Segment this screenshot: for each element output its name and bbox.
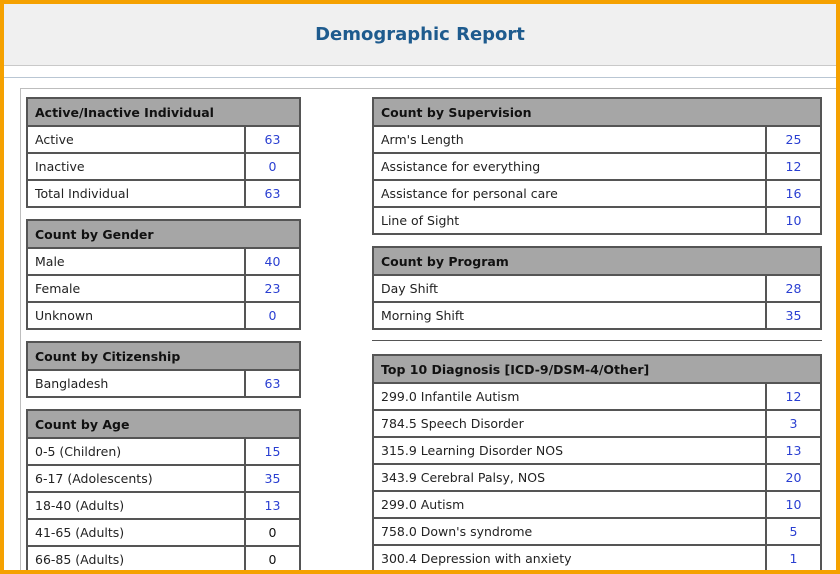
table-row — [27, 438, 300, 465]
row-label: Bangladesh — [27, 370, 245, 397]
section-title: Active/Inactive Individual — [27, 98, 300, 126]
count-link[interactable]: 0 — [245, 302, 300, 329]
section-title: Count by Program — [373, 247, 821, 275]
table-row — [373, 410, 821, 437]
row-label: Day Shift — [373, 275, 766, 302]
table-row — [373, 302, 821, 329]
row-label: 6-17 (Adolescents) — [27, 465, 245, 492]
count-value: 0 — [245, 546, 300, 573]
stat-table-count-by-program — [372, 246, 822, 330]
table-row — [27, 492, 300, 519]
stat-table-top-10-diagnosis-icd-9-dsm-4-other — [372, 354, 822, 573]
table-row — [373, 275, 821, 302]
count-link[interactable]: 5 — [766, 518, 821, 545]
row-label: Inactive — [27, 153, 245, 180]
right-column — [372, 97, 822, 574]
table-row — [27, 153, 300, 180]
table-row — [27, 126, 300, 153]
count-link[interactable]: 63 — [245, 126, 300, 153]
row-label: Arm's Length — [373, 126, 766, 153]
row-label: Unknown — [27, 302, 245, 329]
table-row — [27, 248, 300, 275]
count-link[interactable]: 12 — [766, 383, 821, 410]
table-row — [373, 207, 821, 234]
table-row — [373, 545, 821, 572]
row-label: 66-85 (Adults) — [27, 546, 245, 573]
table-row — [373, 180, 821, 207]
count-link[interactable]: 13 — [245, 492, 300, 519]
table-row — [373, 437, 821, 464]
row-label: 315.9 Learning Disorder NOS — [373, 437, 766, 464]
row-label: Assistance for everything — [373, 153, 766, 180]
count-link[interactable]: 40 — [245, 248, 300, 275]
row-label: 299.0 Autism — [373, 491, 766, 518]
table-row — [27, 370, 300, 397]
count-link[interactable]: 10 — [766, 491, 821, 518]
row-label: Total Individual — [27, 180, 245, 207]
row-label: 0-5 (Children) — [27, 438, 245, 465]
count-link[interactable]: 0 — [245, 153, 300, 180]
stat-table-count-by-supervision — [372, 97, 822, 235]
row-label: Active — [27, 126, 245, 153]
row-label: Assistance for personal care — [373, 180, 766, 207]
row-label: 784.5 Speech Disorder — [373, 410, 766, 437]
count-link[interactable]: 35 — [766, 302, 821, 329]
table-row — [373, 518, 821, 545]
count-link[interactable]: 15 — [245, 438, 300, 465]
section-title: Top 10 Diagnosis [ICD-9/DSM-4/Other] — [373, 355, 821, 383]
table-row — [27, 180, 300, 207]
count-link[interactable]: 63 — [245, 180, 300, 207]
count-link[interactable]: 1 — [766, 545, 821, 572]
section-title: Count by Age — [27, 410, 300, 438]
table-row — [27, 275, 300, 302]
table-row — [27, 302, 300, 329]
header-divider — [4, 77, 836, 78]
count-link[interactable]: 25 — [766, 126, 821, 153]
report-header — [4, 4, 836, 66]
row-label: 18-40 (Adults) — [27, 492, 245, 519]
report-content — [20, 88, 838, 574]
table-row — [373, 491, 821, 518]
row-label: Female — [27, 275, 245, 302]
table-row — [27, 465, 300, 492]
table-row — [27, 519, 300, 546]
count-link[interactable]: 23 — [245, 275, 300, 302]
page-title: Demographic Report — [315, 24, 525, 45]
row-label: 343.9 Cerebral Palsy, NOS — [373, 464, 766, 491]
stat-table-count-by-citizenship — [26, 341, 301, 398]
count-link[interactable]: 35 — [245, 465, 300, 492]
row-label: 300.4 Depression with anxiety — [373, 545, 766, 572]
row-label: Line of Sight — [373, 207, 766, 234]
count-link[interactable]: 20 — [766, 464, 821, 491]
row-label: 758.0 Down's syndrome — [373, 518, 766, 545]
count-link[interactable]: 12 — [766, 153, 821, 180]
table-row — [373, 126, 821, 153]
stat-table-count-by-gender — [26, 219, 301, 330]
table-row — [373, 153, 821, 180]
row-label: 41-65 (Adults) — [27, 519, 245, 546]
table-row — [373, 464, 821, 491]
stat-table-count-by-age — [26, 409, 301, 574]
count-link[interactable]: 10 — [766, 207, 821, 234]
section-title: Count by Citizenship — [27, 342, 300, 370]
table-row — [27, 546, 300, 573]
row-label: Male — [27, 248, 245, 275]
table-row — [373, 383, 821, 410]
row-label: Morning Shift — [373, 302, 766, 329]
section-title: Count by Supervision — [373, 98, 821, 126]
count-link[interactable]: 28 — [766, 275, 821, 302]
count-value: 0 — [245, 519, 300, 546]
section-title: Count by Gender — [27, 220, 300, 248]
section-divider — [372, 340, 822, 341]
count-link[interactable]: 13 — [766, 437, 821, 464]
count-link[interactable]: 63 — [245, 370, 300, 397]
count-link[interactable]: 3 — [766, 410, 821, 437]
left-column — [26, 97, 301, 574]
count-link[interactable]: 16 — [766, 180, 821, 207]
stat-table-active-inactive-individual — [26, 97, 301, 208]
row-label: 299.0 Infantile Autism — [373, 383, 766, 410]
